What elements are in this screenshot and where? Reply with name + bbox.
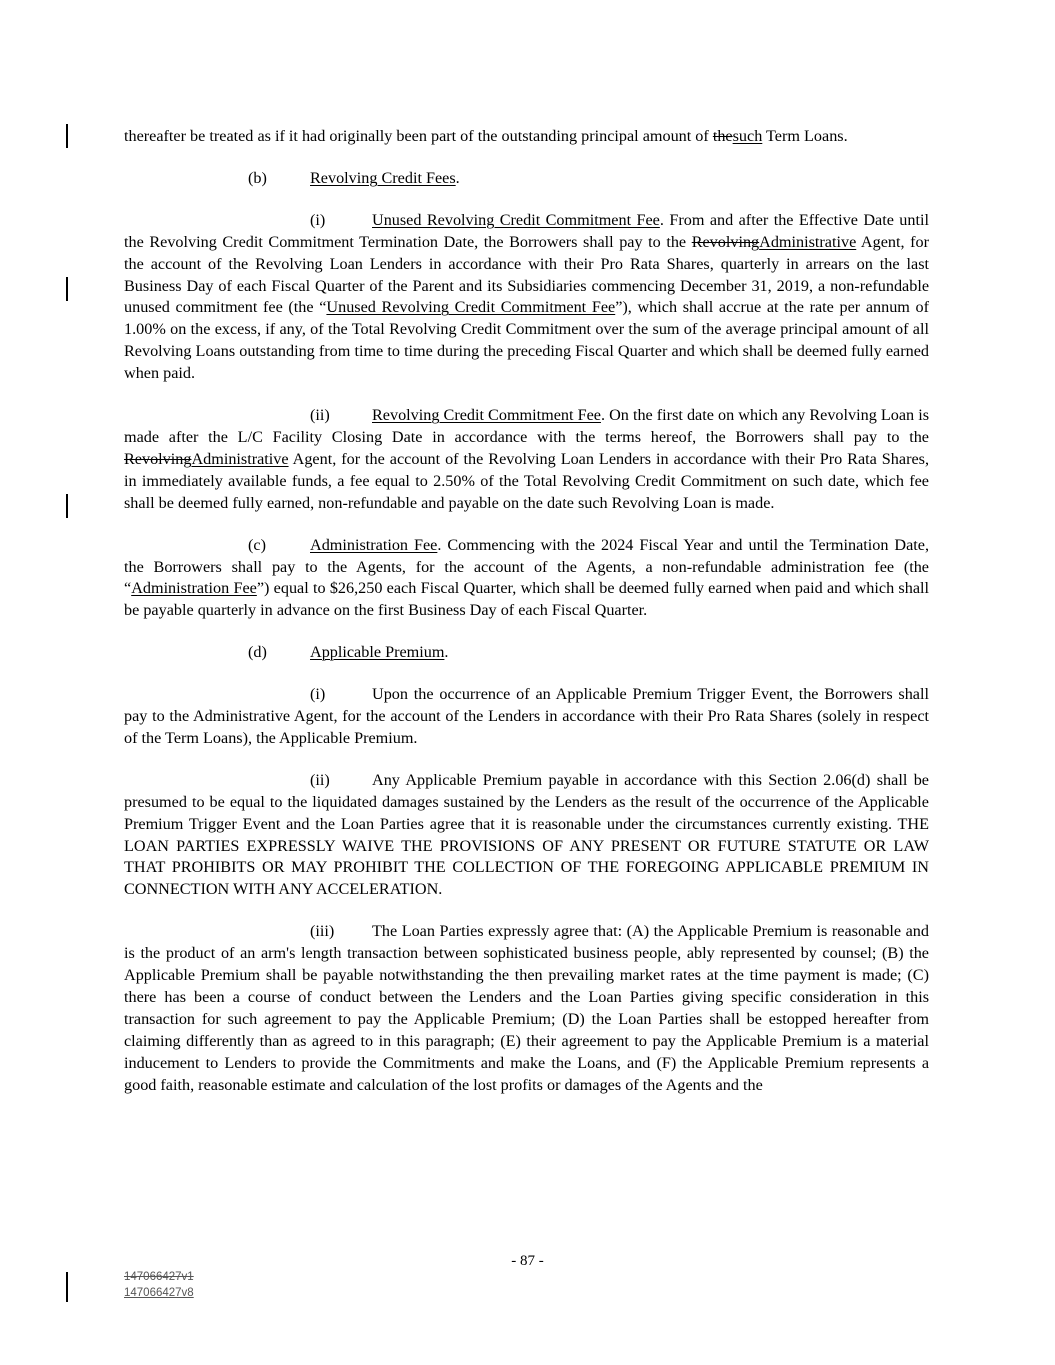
section-b-ii-paragraph: (ii) Revolving Credit Commitment Fee. On the first date on which any Revolving Loan is made after the L/C Facility Closing Date in accordance with the terms hereof, the Borrowers shall pay to the RevolvingAdministrative Agent, for the account of the Revolving Loan Lenders in accordance with their Pro Rata Shares, in immediately available funds, a fee equal to 2.50% of the Total Revolving Credit Commitment on such date, which fee shall be deemed fully earned, non-refundable and payable on the date such Revolving Loan is made. xyxy=(124,406,929,512)
document-body xyxy=(124,126,929,1097)
doc-id-new: 147066427v8 xyxy=(124,1287,194,1299)
section-d-heading: (d) Applicable Premium. xyxy=(248,643,449,662)
section-c-paragraph: (c) Administration Fee. Commencing with the 2024 Fiscal Year and until the Termination Date, the Borrowers shall pay to the Agents, for the account of the Agents, a non-refundable administration fee (the “Administration Fee”) equal to $26,250 each Fiscal Quarter, which shall be deemed fully earned when paid and which shall be payable quarterly in advance on the first Business Day of each Fiscal Quarter. xyxy=(124,535,929,620)
inserted-text: Administrative xyxy=(191,449,289,468)
section-d-i-paragraph: (i) Upon the occurrence of an Applicable Premium Trigger Event, the Borrowers shall pay to the Administrative Agent, for the account of the Lenders in accordance with their Pro Rata Shares (solely in respect of the Term Loans), the Applicable Premium. xyxy=(124,685,929,747)
change-bar xyxy=(66,1272,68,1302)
deleted-text: Revolving xyxy=(691,232,760,251)
change-bar xyxy=(66,494,68,518)
deleted-text: the xyxy=(712,127,733,145)
page-number: - 87 - xyxy=(511,1253,544,1269)
inserted-text: Administrative xyxy=(759,232,857,251)
inserted-text: such xyxy=(732,127,763,145)
change-bar xyxy=(66,124,68,148)
section-b-i-paragraph: (i) Unused Revolving Credit Commitment Fee. From and after the Effective Date until the Revolving Credit Commitment Termination Date, the Borrowers shall pay to the RevolvingAdministrative Agent, for the account of the Revolving Loan Lenders in accordance with their Pro Rata Shares, quarterly in arrears on the last Business Day of each Fiscal Quarter of the Parent and its Subsidiaries commencing December 31, 2019, a non-refundable unused commitment fee (the “Unused Revolving Credit Commitment Fee”), which shall accrue at the rate per annum of 1.00% on the excess, if any, of the Total Revolving Credit Commitment over the sum of the average principal amount of all Revolving Loans outstanding from time to time during the preceding Fiscal Quarter and which shall be deemed fully earned when paid. xyxy=(124,210,930,383)
section-b-heading: (b) Revolving Credit Fees. xyxy=(248,168,460,187)
change-bar xyxy=(66,277,68,301)
section-d-ii-paragraph: (ii) Any Applicable Premium payable in accordance with this Section 2.06(d) shall be presumed to be equal to the liquidated damages sustained by the Lenders as the result of the occurrence of the Applicable Premium Trigger Event and the Loan Parties agree that it is reasonable under the circumstances currently existing. THE LOAN PARTIES EXPRESSLY WAIVE THE PROVISIONS OF ANY PRESENT OR FUTURE STATUTE OR LAW THAT PROHIBITS OR MAY PROHIBIT THE COLLECTION OF THE FOREGOING APPLICABLE PREMIUM IN CONNECTION WITH ANY ACCELERATION. xyxy=(124,770,929,899)
section-d-iii-paragraph: (iii) The Loan Parties expressly agree that: (A) the Applicable Premium is reasonable and is the product of an arm's length transaction between sophisticated business people, ably represented by counsel; (B) the Applicable Premium shall be payable notwithstanding the then prevailing market rates at the time payment is made; (C) there has been a course of conduct between the Lenders and the Loan Parties giving specific consideration in this transaction for such agreement to pay the Applicable Premium; (D) the Loan Parties shall be estopped hereafter from claiming differently than as agreed to in this paragraph; (E) their agreement to pay the Applicable Premium is a material inducement to Lenders to provide the Commitments and make the Loans, and (F) the Applicable Premium represents a good faith, reasonable estimate and calculation of the lost profits or damages of the Agents and the xyxy=(124,922,929,1094)
doc-id-old: 147066427v1 xyxy=(124,1271,194,1283)
deleted-text: Revolving xyxy=(124,449,192,468)
intro-paragraph: thereafter be treated as if it had originally been part of the outstanding principal amount of thesuch Term Loans. xyxy=(124,127,848,145)
